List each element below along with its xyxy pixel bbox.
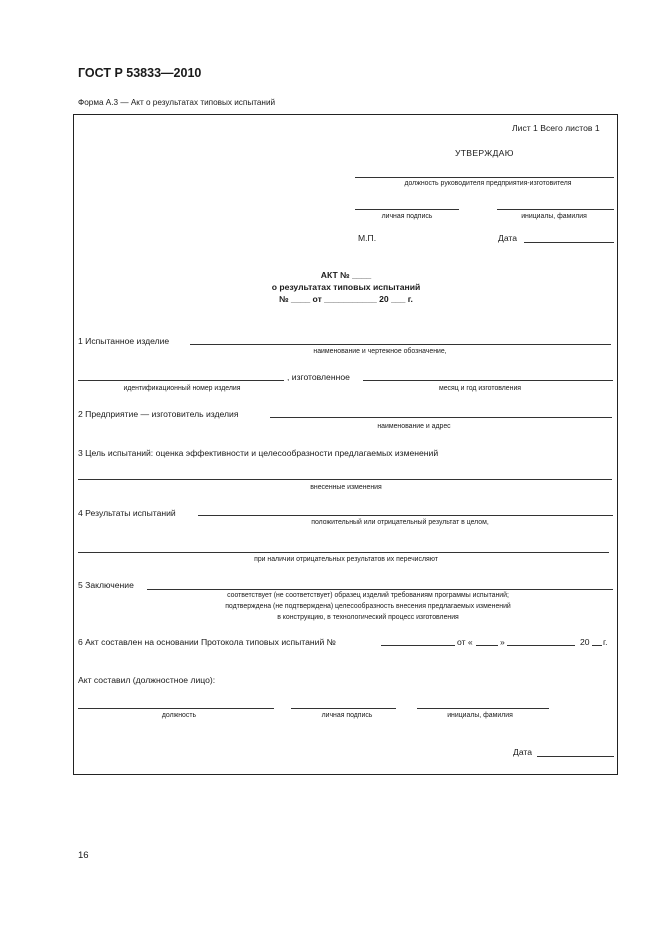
compiled-signature-line: [291, 708, 396, 709]
item4-label: 4 Результаты испытаний: [78, 508, 176, 518]
item6-month-line: [507, 645, 575, 646]
approve-initials-caption: инициалы, фамилия: [521, 213, 587, 220]
item6-quote-close: »: [500, 637, 505, 647]
compiled-initials-line: [417, 708, 549, 709]
compiled-initials-caption: инициалы, фамилия: [447, 712, 513, 719]
item6-year-label: 20: [580, 637, 590, 647]
item2-line: [270, 417, 612, 418]
item4-line2: [78, 552, 609, 553]
approve-position-line: [355, 177, 614, 178]
item1-manufactured-label: , изготовленное: [287, 372, 350, 382]
compiled-signature-caption: личная подпись: [321, 712, 373, 719]
approve-signature-line: [355, 209, 459, 210]
compiled-label: Акт составил (должностное лицо):: [78, 675, 216, 685]
item6-year-line: [592, 645, 602, 646]
compiled-date-line: [537, 756, 614, 757]
item1-label: 1 Испытанное изделие: [78, 336, 170, 346]
act-subtitle: о результатах типовых испытаний: [271, 282, 421, 292]
item5-caption-1: соответствует (не соответствует) образец изделий требованиям программы испытаний;: [227, 592, 509, 599]
approve-date-label: Дата: [498, 233, 518, 243]
approve-signature-caption: личная подпись: [381, 213, 433, 220]
item2-label: 2 Предприятие — изготовитель изделия: [78, 409, 239, 419]
act-title: АКТ № ____: [320, 270, 372, 280]
item3-line: [78, 479, 612, 480]
item4-caption: положительный или отрицательный результат в целом,: [311, 519, 489, 526]
item6-day-line: [476, 645, 498, 646]
item1-id-caption: идентификационный номер изделия: [123, 385, 241, 392]
item2-caption: наименование и адрес: [377, 423, 451, 430]
item1-id-line: [78, 380, 284, 381]
item3-caption: внесенные изменения: [310, 484, 382, 491]
item5-caption-2: подтверждена (не подтверждена) целесообразность внесения предлагаемых изменений: [225, 603, 511, 610]
item1-caption: наименование и чертежное обозначение,: [313, 348, 447, 355]
item6-from-label: от «: [457, 637, 473, 647]
item6-protocol-number-line: [381, 645, 455, 646]
approve-position-caption: должность руководителя предприятия-изготовителя: [404, 180, 572, 187]
approve-title: УТВЕРЖДАЮ: [455, 148, 514, 158]
page-number: 16: [78, 850, 89, 861]
document-standard-header: ГОСТ Р 53833—2010: [78, 66, 202, 80]
compiled-position-caption: должность: [161, 712, 197, 719]
sheet-info: Лист 1 Всего листов 1: [512, 123, 600, 133]
item5-line: [147, 589, 613, 590]
item6-year-suffix: г.: [603, 637, 608, 647]
form-caption: Форма А.3 — Акт о результатах типовых испытаний: [78, 98, 276, 107]
item1-date-caption: месяц и год изготовления: [438, 385, 522, 392]
act-number-date: № ____ от ___________ 20 ___ г.: [279, 294, 413, 304]
item1-line: [190, 344, 611, 345]
item5-caption-3: в конструкцию, в технологический процесс изготовления: [277, 614, 459, 621]
item1-date-line: [363, 380, 613, 381]
stamp-label: М.П.: [358, 233, 377, 243]
item5-label: 5 Заключение: [78, 580, 134, 590]
item3-label: 3 Цель испытаний: оценка эффективности и целесообразности предлагаемых изменений: [78, 448, 439, 458]
approve-initials-line: [497, 209, 614, 210]
compiled-date-label: Дата: [513, 747, 533, 757]
item4-line: [198, 515, 613, 516]
compiled-position-line: [78, 708, 274, 709]
approve-date-line: [524, 242, 614, 243]
item4-caption2: при наличии отрицательных результатов их перечисляют: [254, 556, 438, 563]
item6-text: 6 Акт составлен на основании Протокола типовых испытаний №: [78, 637, 336, 647]
